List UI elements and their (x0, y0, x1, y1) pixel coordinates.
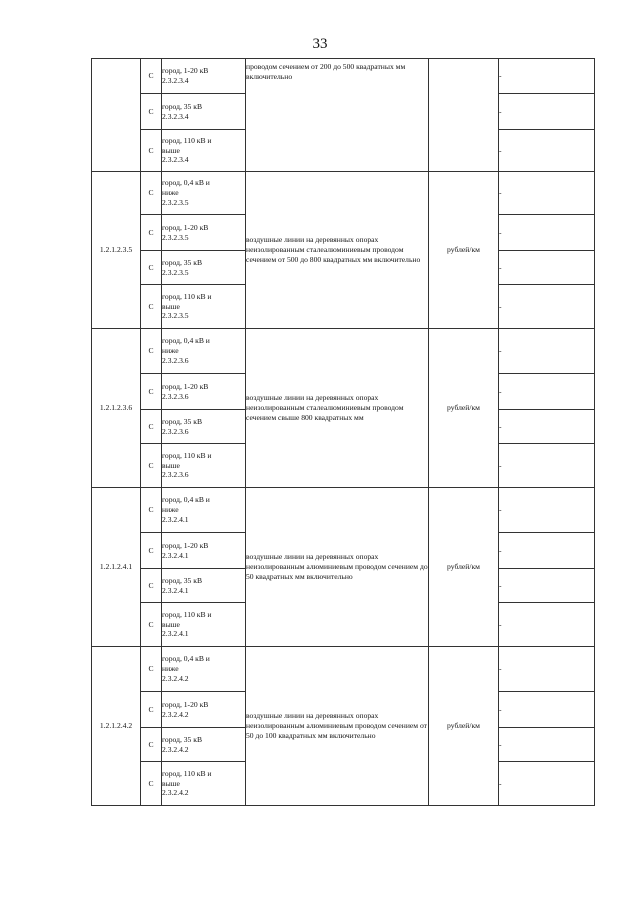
table-row (92, 329, 595, 374)
category-mark: С (141, 215, 162, 251)
tariff-table (91, 58, 595, 806)
rate-value: - (499, 172, 595, 215)
voltage-level-cell (162, 59, 246, 94)
voltage-level-line: 2.3.2.3.5 (162, 197, 189, 207)
category-mark: С (141, 762, 162, 806)
voltage-level-line: 2.3.2.3.5 (162, 311, 189, 321)
rate-value: - (499, 94, 595, 130)
category-mark: С (141, 728, 162, 762)
voltage-level-line: 2.3.2.4.1 (162, 514, 189, 524)
voltage-level-line: выше (162, 145, 180, 155)
voltage-level-line: выше (162, 301, 180, 311)
voltage-level-cell (162, 728, 246, 762)
voltage-level-line: город, 110 кВ и (162, 450, 212, 460)
category-mark: С (141, 444, 162, 488)
category-mark: С (141, 692, 162, 728)
table-row (92, 172, 595, 215)
rate-value: - (499, 488, 595, 533)
voltage-level-line: 2.3.2.3.6 (162, 391, 189, 401)
voltage-level-line: город, 110 кВ и (162, 291, 212, 301)
rate-value: - (499, 215, 595, 251)
voltage-level-cell (162, 215, 246, 251)
voltage-level-line: ниже (162, 505, 179, 515)
line-description: воздушные линии на деревянных опорах неизолированным алюминиевым проводом сечением от 50 до 100 квадратных мм включительно (246, 647, 429, 806)
voltage-level-line: 2.3.2.4.2 (162, 744, 189, 754)
rate-value: - (499, 603, 595, 647)
voltage-level-cell (162, 172, 246, 215)
item-code: 1.2.1.2.4.2 (92, 647, 141, 806)
voltage-level-line: ниже (162, 346, 179, 356)
voltage-level-line: город, 110 кВ и (162, 768, 212, 778)
voltage-level-line: 2.3.2.3.4 (162, 76, 189, 85)
category-mark: С (141, 488, 162, 533)
voltage-level-line: 2.3.2.4.2 (162, 788, 189, 798)
voltage-level-line: ниже (162, 664, 179, 674)
rate-value: - (499, 647, 595, 692)
item-code: 1.2.1.2.4.1 (92, 488, 141, 647)
category-mark: С (141, 569, 162, 603)
unit: рублей/км (429, 647, 499, 806)
unit: рублей/км (429, 488, 499, 647)
category-mark: С (141, 251, 162, 285)
voltage-level-line: 2.3.2.3.4 (162, 155, 189, 165)
voltage-level-line: город, 35 кВ (162, 575, 203, 585)
voltage-level-line: ниже (162, 188, 179, 198)
line-description: воздушные линии на деревянных опорах неизолированным алюминиевым проводом сечением до 50 квадратных мм включительно (246, 488, 429, 647)
voltage-level-cell (162, 94, 246, 130)
category-mark: С (141, 285, 162, 329)
voltage-level-line: 2.3.2.4.2 (162, 673, 189, 683)
unit: рублей/км (429, 172, 499, 329)
voltage-level-line: город, 0,4 кВ и (162, 336, 210, 346)
voltage-level-line: город, 35 кВ (162, 101, 203, 111)
unit: рублей/км (429, 329, 499, 488)
voltage-level-line: 2.3.2.3.4 (162, 111, 189, 121)
voltage-level-cell (162, 444, 246, 488)
voltage-level-cell (162, 130, 246, 172)
rate-value: - (499, 130, 595, 172)
category-mark: С (141, 329, 162, 374)
table-row (92, 647, 595, 692)
item-code: 1.2.1.2.3.6 (92, 329, 141, 488)
voltage-level-cell (162, 647, 246, 692)
voltage-level-cell (162, 603, 246, 647)
voltage-level-line: город, 0,4 кВ и (162, 495, 210, 505)
voltage-level-line: город, 0,4 кВ и (162, 178, 210, 188)
voltage-level-line: город, 1-20 кВ (162, 381, 209, 391)
category-mark: С (141, 59, 162, 94)
category-mark: С (141, 603, 162, 647)
voltage-level-line: город, 0,4 кВ и (162, 654, 210, 664)
category-mark: С (141, 533, 162, 569)
rate-value: - (499, 569, 595, 603)
rate-value: - (499, 329, 595, 374)
category-mark: С (141, 94, 162, 130)
voltage-level-line: город, 1-20 кВ (162, 222, 209, 232)
voltage-level-line: выше (162, 778, 180, 788)
item-code (92, 59, 141, 172)
voltage-level-line: город, 110 кВ и (162, 609, 212, 619)
rate-value: - (499, 285, 595, 329)
voltage-level-cell (162, 329, 246, 374)
voltage-level-cell (162, 285, 246, 329)
voltage-level-line: 2.3.2.4.1 (162, 585, 189, 595)
voltage-level-line: 2.3.2.3.5 (162, 232, 189, 242)
voltage-level-line: 2.3.2.3.5 (162, 267, 189, 277)
voltage-level-line: город, 110 кВ и (162, 135, 212, 145)
rate-value: - (499, 59, 595, 94)
rate-value: - (499, 728, 595, 762)
voltage-level-line: 2.3.2.3.6 (162, 426, 189, 436)
line-description: воздушные линии на деревянных опорах неизолированным сталеалюминиевым проводом сечением от 500 до 800 квадратных мм включительно (246, 172, 429, 329)
rate-value: - (499, 251, 595, 285)
voltage-level-cell (162, 762, 246, 806)
rate-value: - (499, 762, 595, 806)
voltage-level-cell (162, 374, 246, 410)
table-row (92, 488, 595, 533)
unit (429, 59, 499, 172)
voltage-level-cell (162, 569, 246, 603)
category-mark: С (141, 647, 162, 692)
page-number: 33 (312, 36, 328, 52)
rate-value: - (499, 410, 595, 444)
rate-value: - (499, 533, 595, 569)
line-description: воздушные линии на деревянных опорах неизолированным сталеалюминиевым проводом сечением свыше 800 квадратных мм (246, 329, 429, 488)
voltage-level-cell (162, 488, 246, 533)
line-description: проводом сечением от 200 до 500 квадратных мм включительно (246, 59, 429, 172)
voltage-level-line: город, 35 кВ (162, 416, 203, 426)
category-mark: С (141, 374, 162, 410)
voltage-level-line: город, 1-20 кВ (162, 699, 209, 709)
voltage-level-line: 2.3.2.3.6 (162, 355, 189, 365)
item-code: 1.2.1.2.3.5 (92, 172, 141, 329)
voltage-level-line: город, 35 кВ (162, 257, 203, 267)
voltage-level-line: 2.3.2.4.1 (162, 550, 189, 560)
voltage-level-line: город, 1-20 кВ (162, 66, 209, 76)
rate-value: - (499, 374, 595, 410)
voltage-level-line: 2.3.2.3.6 (162, 470, 189, 480)
voltage-level-line: 2.3.2.4.2 (162, 709, 189, 719)
voltage-level-line: выше (162, 619, 180, 629)
voltage-level-cell (162, 533, 246, 569)
rate-value: - (499, 444, 595, 488)
category-mark: С (141, 410, 162, 444)
voltage-level-line: 2.3.2.4.1 (162, 629, 189, 639)
voltage-level-line: город, 35 кВ (162, 734, 203, 744)
category-mark: С (141, 130, 162, 172)
voltage-level-line: город, 1-20 кВ (162, 540, 209, 550)
voltage-level-cell (162, 410, 246, 444)
voltage-level-cell (162, 251, 246, 285)
table-row (92, 59, 595, 94)
category-mark: С (141, 172, 162, 215)
voltage-level-cell (162, 692, 246, 728)
voltage-level-line: выше (162, 460, 180, 470)
rate-value: - (499, 692, 595, 728)
